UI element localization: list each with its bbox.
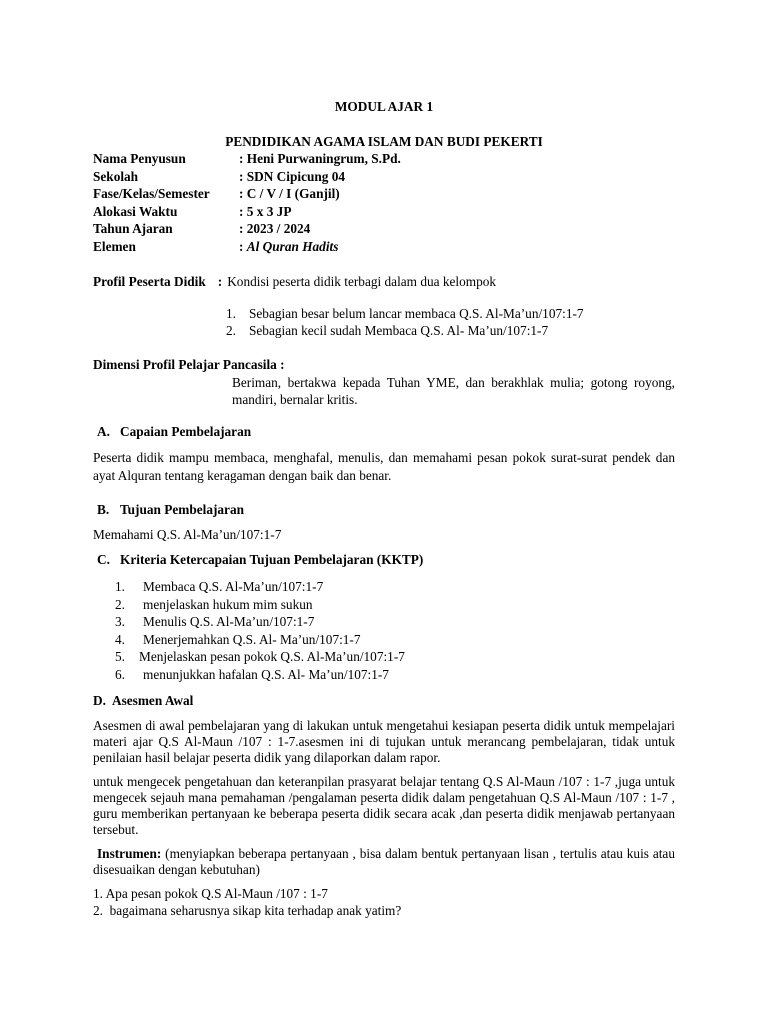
list-text: Sebagian kecil sudah Membaca Q.S. Al- Ma’un/107:1-7 bbox=[249, 323, 549, 338]
identity-value: : 5 x 3 JP bbox=[239, 203, 292, 219]
profil-label: Profil Peserta Didik bbox=[93, 274, 206, 289]
identity-table bbox=[93, 151, 675, 256]
list-item bbox=[226, 306, 675, 323]
dimensi-label: Dimensi Profil Pelajar Pancasila : bbox=[93, 357, 285, 372]
section-title: Tujuan Pembelajaran bbox=[120, 502, 244, 517]
list-number: 5. bbox=[115, 649, 125, 664]
document-subtitle: PENDIDIKAN AGAMA ISLAM DAN BUDI PEKERTI bbox=[225, 134, 543, 149]
identity-row bbox=[93, 169, 675, 187]
identity-label: Nama Penyusun bbox=[93, 151, 186, 166]
identity-row bbox=[93, 221, 675, 239]
identity-row bbox=[93, 204, 675, 222]
section-title: Kriteria Ketercapaian Tujuan Pembelajaran (KKTP) bbox=[120, 552, 424, 567]
profil-list bbox=[226, 306, 675, 340]
question-item: 2. bagaimana seharusnya sikap kita terhadap anak yatim? bbox=[93, 903, 402, 918]
identity-colon: : bbox=[239, 238, 247, 254]
identity-label: Tahun Ajaran bbox=[93, 221, 173, 236]
identity-label: Fase/Kelas/Semester bbox=[93, 186, 210, 201]
section-d-para2: untuk mengecek pengetahuan dan keteranpilan prasyarat belajar tentang Q.S Al-Maun /107 : 1-7 ,juga untuk mengecek sejauh mana pemahaman /pengalaman peserta didik dalam pengetahuan Q.S Al-Maun /107 : 1-7 , guru memberikan pertanyaan ke beberapa peserta didik secara acak ,dan peserta didik menjawab pertanyaan tersebut. bbox=[93, 774, 675, 837]
section-letter: D. bbox=[93, 693, 106, 708]
list-item bbox=[115, 614, 675, 632]
identity-row bbox=[93, 186, 675, 204]
identity-row bbox=[93, 239, 675, 257]
list-item bbox=[115, 579, 675, 597]
list-number: 1. bbox=[226, 306, 236, 321]
section-title: Capaian Pembelajaran bbox=[120, 424, 252, 439]
list-number: 2. bbox=[115, 596, 125, 612]
identity-value: : C / V / I (Ganjil) bbox=[239, 186, 340, 201]
list-text: Sebagian besar belum lancar membaca Q.S. Al-Ma’un/107:1-7 bbox=[249, 306, 584, 321]
section-letter: C. bbox=[97, 552, 110, 567]
list-number: 4. bbox=[115, 631, 125, 647]
dimensi-text: Beriman, bertakwa kepada Tuhan YME, dan berakhlak mulia; gotong royong, mandiri, bernalar kritis. bbox=[232, 375, 675, 407]
list-number: 2. bbox=[226, 323, 236, 338]
list-item bbox=[115, 632, 675, 650]
document-page bbox=[93, 99, 675, 920]
question-item: 1. Apa pesan pokok Q.S Al-Maun /107 : 1-7 bbox=[93, 886, 328, 901]
kktp-list bbox=[115, 579, 675, 684]
instrumen-text: (menyiapkan beberapa pertanyaan , bisa dalam bentuk pertanyaan lisan , tertulis atau kuis atau disesuaikan dengan kebutuhan) bbox=[93, 846, 675, 877]
profil-peserta-didik bbox=[93, 274, 675, 290]
section-a-text: Peserta didik mampu membaca, menghafal, menulis, dan memahami pesan pokok surat-surat pendek dan ayat Alquran tentang keragaman dengan baik dan benar. bbox=[93, 450, 675, 483]
list-text: Menjelaskan pesan pokok Q.S. Al-Ma’un/107:1-7 bbox=[139, 649, 405, 664]
instrumen-paragraph bbox=[93, 846, 675, 878]
section-a-heading bbox=[93, 424, 675, 440]
section-d-para1: Asesmen di awal pembelajaran yang di lakukan untuk mengetahui kesiapan peserta didik untuk mempelajari materi ajar Q.S Al-Maun /107 : 1-7.asesmen ini di tujukan untuk merancang pembelajaran, tidak untuk penilaian hasil belajar peserta didik yang dilaporkan dalam rapor. bbox=[93, 718, 675, 765]
profil-colon: : bbox=[217, 274, 223, 289]
section-letter: B. bbox=[97, 502, 110, 517]
document-title: MODUL AJAR 1 bbox=[334, 99, 434, 114]
section-b-heading bbox=[93, 502, 675, 518]
list-number: 1. bbox=[115, 579, 125, 594]
identity-value bbox=[239, 239, 338, 257]
identity-element-value: Al Quran Hadits bbox=[246, 238, 339, 254]
instrumen-label: Instrumen: bbox=[97, 846, 162, 861]
list-text: Menulis Q.S. Al-Ma’un/107:1-7 bbox=[143, 614, 315, 629]
list-text: Membaca Q.S. Al-Ma’un/107:1-7 bbox=[143, 579, 324, 594]
list-text: menunjukkan hafalan Q.S. Al- Ma’un/107:1-7 bbox=[143, 666, 389, 682]
identity-label: Alokasi Waktu bbox=[93, 203, 178, 219]
section-d-heading bbox=[93, 693, 675, 709]
list-number: 3. bbox=[115, 614, 125, 629]
section-b-text: Memahami Q.S. Al-Ma’un/107:1-7 bbox=[93, 527, 282, 542]
section-title: Asesmen Awal bbox=[112, 693, 194, 708]
section-letter: A. bbox=[97, 424, 110, 439]
list-item bbox=[115, 649, 675, 667]
identity-value: : SDN Cipicung 04 bbox=[239, 168, 346, 184]
list-item bbox=[115, 597, 675, 615]
list-text: menjelaskan hukum mim sukun bbox=[143, 596, 313, 612]
list-number: 6. bbox=[115, 666, 125, 682]
list-item bbox=[115, 667, 675, 685]
identity-label: Elemen bbox=[93, 238, 136, 254]
list-item bbox=[226, 323, 675, 340]
identity-value: : Heni Purwaningrum, S.Pd. bbox=[239, 151, 401, 166]
section-c-heading bbox=[93, 552, 675, 568]
list-text: Menerjemahkan Q.S. Al- Ma’un/107:1-7 bbox=[143, 631, 361, 647]
identity-row bbox=[93, 151, 675, 169]
profil-text: Kondisi peserta didik terbagi dalam dua kelompok bbox=[227, 274, 497, 289]
identity-label: Sekolah bbox=[93, 168, 139, 184]
identity-value: : 2023 / 2024 bbox=[239, 221, 311, 236]
